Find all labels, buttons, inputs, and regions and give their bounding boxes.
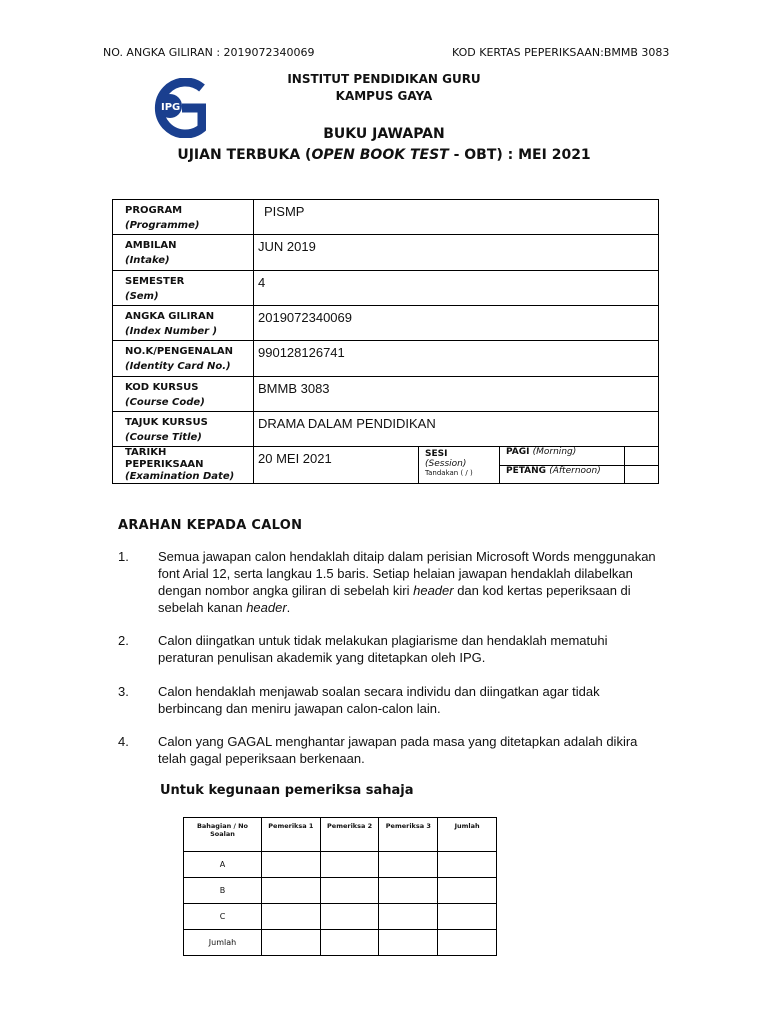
checkbox-morning[interactable] xyxy=(625,447,659,465)
logo-text: IPG xyxy=(161,102,181,113)
label-course-title: TAJUK KURSUS (Course Title) xyxy=(113,412,254,447)
label-program: PROGRAM (Programme) xyxy=(113,200,254,235)
label-course-code: KOD KURSUS (Course Code) xyxy=(113,377,254,412)
doc-title: BUKU JAWAPAN xyxy=(323,126,445,142)
value-course-code: BMMB 3083 xyxy=(254,377,659,412)
row-label: Jumlah xyxy=(184,930,262,956)
session-label: SESI (Session) Tandakan ( / ) xyxy=(419,447,500,484)
candidate-info-table xyxy=(112,199,659,484)
label-index-number: ANGKA GILIRAN (Index Number ) xyxy=(113,306,254,341)
header-paper-code: KOD KERTAS PEPERIKSAAN:BMMB 3083 xyxy=(452,46,670,59)
value-ambilan: JUN 2019 xyxy=(254,235,659,271)
value-exam-date: 20 MEI 2021 xyxy=(254,447,419,484)
label-ic-number: NO.K/PENGENALAN (Identity Card No.) xyxy=(113,341,254,377)
campus-name: KAMPUS GAYA xyxy=(335,89,433,103)
col-header: Pemeriksa 3 xyxy=(379,818,438,852)
col-header: Pemeriksa 1 xyxy=(261,818,320,852)
col-header: Bahagian / No Soalan xyxy=(184,818,262,852)
label-exam-date: TARIKH PEPERIKSAAN (Examination Date) xyxy=(113,447,254,484)
instruction-item: 1. Semua jawapan calon hendaklah ditaip dalam perisian Microsoft Words menggunakan font Arial 12, serta langkau 1.5 baris. Setiap helaian jawapan hendaklah dilabelkan dengan nombor angka giliran di sebelah kiri header dan kod kertas peperiksaan di sebelah kanan header. xyxy=(118,549,656,615)
row-label: B xyxy=(184,878,262,904)
label-ambilan: AMBILAN (Intake) xyxy=(113,235,254,271)
checkbox-afternoon[interactable] xyxy=(625,465,659,483)
instruction-item: 4. Calon yang GAGAL menghantar jawapan pada masa yang ditetapkan adalah dikira telah gagal peperiksaan berkenaan. xyxy=(118,734,638,766)
header-index-number: NO. ANGKA GILIRAN : 2019072340069 xyxy=(103,46,315,59)
examiner-marks-table xyxy=(183,817,497,956)
session-morning: PAGI (Morning) xyxy=(500,447,625,465)
session-afternoon: PETANG (Afternoon) xyxy=(500,465,625,483)
col-header: Jumlah xyxy=(438,818,497,852)
value-course-title: DRAMA DALAM PENDIDIKAN xyxy=(254,412,659,447)
examiner-heading: Untuk kegunaan pemeriksa sahaja xyxy=(160,783,414,798)
label-semester: SEMESTER (Sem) xyxy=(113,271,254,306)
instructions-heading: ARAHAN KEPADA CALON xyxy=(118,518,303,533)
doc-subtitle: UJIAN TERBUKA (OPEN BOOK TEST - OBT) : MEI 2021 xyxy=(177,147,591,163)
value-program: PISMP xyxy=(254,200,659,235)
institution-name: INSTITUT PENDIDIKAN GURU xyxy=(287,72,481,86)
value-semester: 4 xyxy=(254,271,659,306)
value-ic-number: 990128126741 xyxy=(254,341,659,377)
value-index-number: 2019072340069 xyxy=(254,306,659,341)
row-label: C xyxy=(184,904,262,930)
instruction-item: 3. Calon hendaklah menjawab soalan secara individu dan diingatkan agar tidak berbincang dan meniru jawapan calon-calon lain. xyxy=(118,684,600,716)
row-label: A xyxy=(184,852,262,878)
col-header: Pemeriksa 2 xyxy=(320,818,379,852)
instruction-item: 2. Calon diingatkan untuk tidak melakukan plagiarisme dan hendaklah mematuhi peraturan penulisan akademik yang ditetapkan oleh IPG. xyxy=(118,633,608,665)
